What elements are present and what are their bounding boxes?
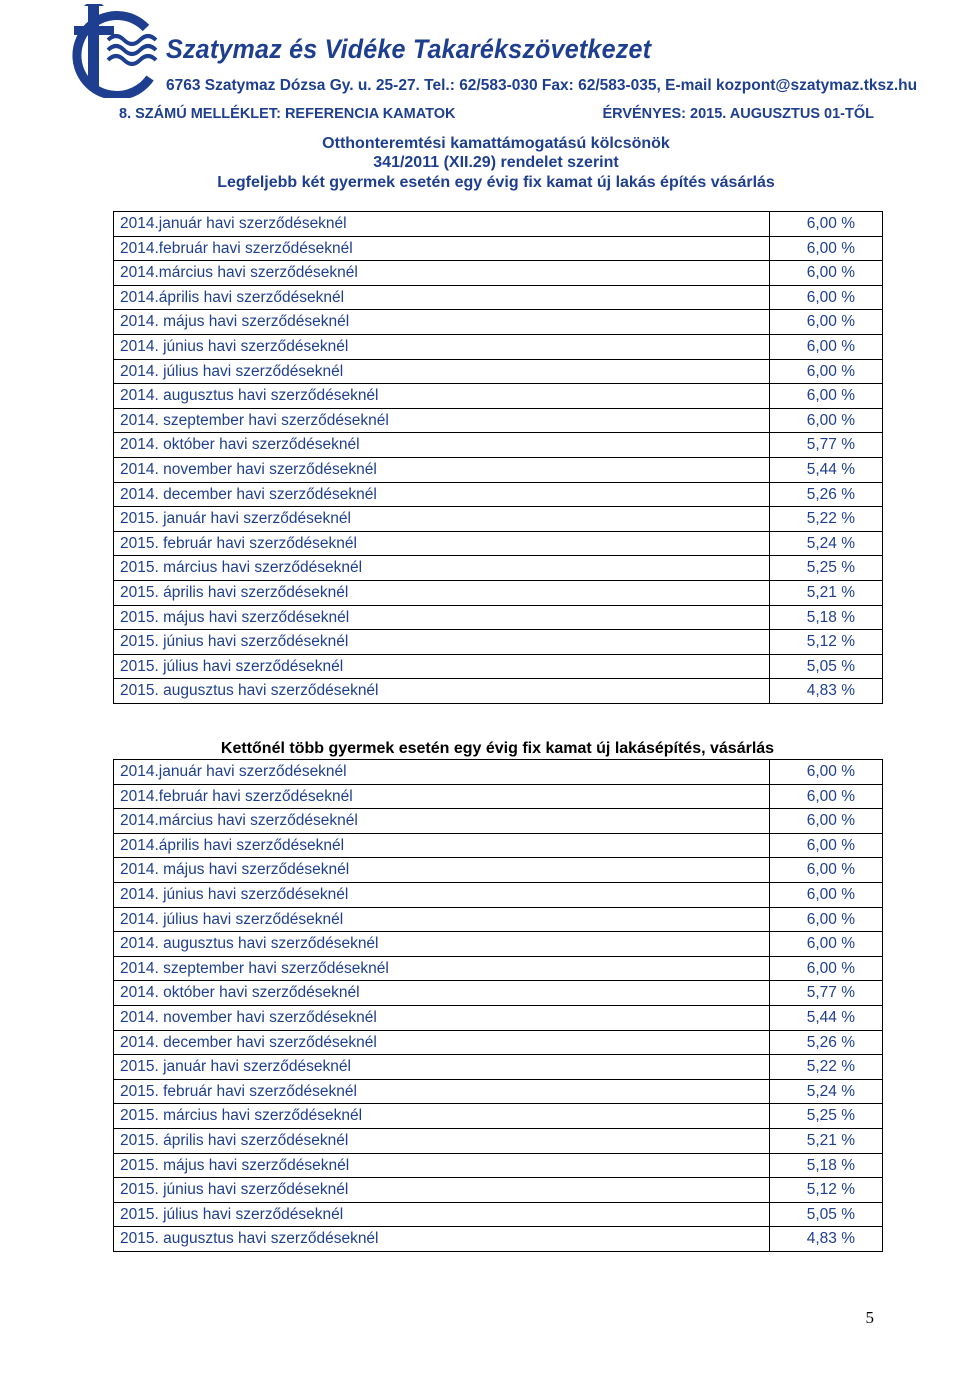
interest-rate-cell: 6,00 % bbox=[770, 833, 883, 858]
table-row bbox=[114, 408, 883, 433]
contract-month-cell: 2014.február havi szerződéseknél bbox=[114, 236, 770, 261]
rate-table-body bbox=[114, 212, 883, 704]
table-row bbox=[114, 981, 883, 1006]
interest-rate-cell: 6,00 % bbox=[770, 408, 883, 433]
interest-rate-cell: 5,05 % bbox=[770, 1202, 883, 1227]
rate-table-two-children bbox=[113, 211, 883, 704]
interest-rate-cell: 6,00 % bbox=[770, 809, 883, 834]
interest-rate-cell: 5,24 % bbox=[770, 531, 883, 556]
interest-rate-cell: 4,83 % bbox=[770, 679, 883, 704]
table-row bbox=[114, 1005, 883, 1030]
interest-rate-cell: 5,25 % bbox=[770, 1104, 883, 1129]
interest-rate-cell: 6,00 % bbox=[770, 310, 883, 335]
table-row bbox=[114, 556, 883, 581]
table-row bbox=[114, 1153, 883, 1178]
interest-rate-cell: 5,44 % bbox=[770, 1005, 883, 1030]
contract-month-cell: 2015. június havi szerződéseknél bbox=[114, 630, 770, 655]
contract-month-cell: 2014. november havi szerződéseknél bbox=[114, 457, 770, 482]
table-row bbox=[114, 1227, 883, 1252]
table-row bbox=[114, 580, 883, 605]
contract-month-cell: 2014.január havi szerződéseknél bbox=[114, 212, 770, 237]
contract-month-cell: 2014.március havi szerződéseknél bbox=[114, 261, 770, 286]
contract-month-cell: 2014. október havi szerződéseknél bbox=[114, 433, 770, 458]
table-row bbox=[114, 457, 883, 482]
contract-month-cell: 2014. június havi szerződéseknél bbox=[114, 334, 770, 359]
contract-month-cell: 2015. július havi szerződéseknél bbox=[114, 654, 770, 679]
contract-month-cell: 2015. május havi szerződéseknél bbox=[114, 605, 770, 630]
contract-month-cell: 2014. november havi szerződéseknél bbox=[114, 1005, 770, 1030]
table-row bbox=[114, 654, 883, 679]
table-row bbox=[114, 310, 883, 335]
contract-month-cell: 2014. július havi szerződéseknél bbox=[114, 359, 770, 384]
table-row bbox=[114, 507, 883, 532]
contract-month-cell: 2014. május havi szerződéseknél bbox=[114, 858, 770, 883]
interest-rate-cell: 6,00 % bbox=[770, 932, 883, 957]
table-row bbox=[114, 760, 883, 785]
interest-rate-cell: 5,21 % bbox=[770, 580, 883, 605]
contract-month-cell: 2015. május havi szerződéseknél bbox=[114, 1153, 770, 1178]
page-number: 5 bbox=[865, 1308, 874, 1327]
interest-rate-cell: 5,77 % bbox=[770, 433, 883, 458]
contract-month-cell: 2015. július havi szerződéseknél bbox=[114, 1202, 770, 1227]
table-row bbox=[114, 334, 883, 359]
interest-rate-cell: 6,00 % bbox=[770, 236, 883, 261]
contract-month-cell: 2014. szeptember havi szerződéseknél bbox=[114, 408, 770, 433]
table-row bbox=[114, 359, 883, 384]
interest-rate-cell: 5,26 % bbox=[770, 482, 883, 507]
interest-rate-cell: 5,18 % bbox=[770, 605, 883, 630]
interest-rate-cell: 6,00 % bbox=[770, 907, 883, 932]
interest-rate-cell: 5,22 % bbox=[770, 1055, 883, 1080]
interest-rate-cell: 6,00 % bbox=[770, 384, 883, 409]
interest-rate-cell: 6,00 % bbox=[770, 261, 883, 286]
contract-month-cell: 2014. szeptember havi szerződéseknél bbox=[114, 956, 770, 981]
interest-rate-cell: 5,05 % bbox=[770, 654, 883, 679]
interest-rate-cell: 6,00 % bbox=[770, 359, 883, 384]
validity-date: ÉRVÉNYES: 2015. AUGUSZTUS 01-TŐL bbox=[602, 106, 874, 122]
section-2-title: Kettőnél több gyermek esetén egy évig fix kamat új lakásépítés, vásárlás bbox=[220, 740, 775, 757]
interest-rate-cell: 6,00 % bbox=[770, 882, 883, 907]
table-row bbox=[114, 809, 883, 834]
interest-rate-cell: 5,44 % bbox=[770, 457, 883, 482]
contract-month-cell: 2014.március havi szerződéseknél bbox=[114, 809, 770, 834]
contract-month-cell: 2015. március havi szerződéseknél bbox=[114, 1104, 770, 1129]
table-row bbox=[114, 236, 883, 261]
interest-rate-cell: 6,00 % bbox=[770, 784, 883, 809]
contract-month-cell: 2015. január havi szerződéseknél bbox=[114, 1055, 770, 1080]
table-row bbox=[114, 1178, 883, 1203]
table-row bbox=[114, 1202, 883, 1227]
interest-rate-cell: 5,24 % bbox=[770, 1079, 883, 1104]
interest-rate-cell: 5,22 % bbox=[770, 507, 883, 532]
table-row bbox=[114, 1030, 883, 1055]
interest-rate-cell: 6,00 % bbox=[770, 956, 883, 981]
contract-month-cell: 2015. augusztus havi szerződéseknél bbox=[114, 679, 770, 704]
contract-month-cell: 2014.április havi szerződéseknél bbox=[114, 833, 770, 858]
contract-month-cell: 2015. augusztus havi szerződéseknél bbox=[114, 1227, 770, 1252]
interest-rate-cell: 6,00 % bbox=[770, 334, 883, 359]
contract-month-cell: 2014. október havi szerződéseknél bbox=[114, 981, 770, 1006]
contract-month-cell: 2015. február havi szerződéseknél bbox=[114, 531, 770, 556]
table-row bbox=[114, 531, 883, 556]
table-row bbox=[114, 630, 883, 655]
table-row bbox=[114, 1128, 883, 1153]
contract-month-cell: 2014.január havi szerződéseknél bbox=[114, 760, 770, 785]
bank-name: Szatymaz és Vidéke Takarékszövetkezet bbox=[166, 34, 652, 64]
table-row bbox=[114, 285, 883, 310]
rate-table-body bbox=[114, 760, 883, 1252]
table-row bbox=[114, 212, 883, 237]
table-row bbox=[114, 384, 883, 409]
table-row bbox=[114, 833, 883, 858]
bank-contact-line: 6763 Szatymaz Dózsa Gy. u. 25-27. Tel.: 62/583-030 Fax: 62/583-035, E-mail kozpont@szatymaz.tksz.hu bbox=[166, 77, 918, 94]
interest-rate-cell: 6,00 % bbox=[770, 212, 883, 237]
interest-rate-cell: 5,21 % bbox=[770, 1128, 883, 1153]
contract-month-cell: 2014. december havi szerződéseknél bbox=[114, 1030, 770, 1055]
contract-month-cell: 2015. február havi szerződéseknél bbox=[114, 1079, 770, 1104]
table-row bbox=[114, 858, 883, 883]
contract-month-cell: 2014.február havi szerződéseknél bbox=[114, 784, 770, 809]
contract-month-cell: 2015. március havi szerződéseknél bbox=[114, 556, 770, 581]
section-1-title: Legfeljebb két gyermek esetén egy évig fix kamat új lakás építés vásárlás bbox=[217, 174, 775, 191]
annex-title: 8. SZÁMÚ MELLÉKLET: REFERENCIA KAMATOK bbox=[119, 106, 456, 122]
interest-rate-cell: 6,00 % bbox=[770, 285, 883, 310]
document-regulation: 341/2011 (XII.29) rendelet szerint bbox=[373, 154, 619, 171]
table-row bbox=[114, 433, 883, 458]
table-row bbox=[114, 1104, 883, 1129]
contract-month-cell: 2015. január havi szerződéseknél bbox=[114, 507, 770, 532]
rate-table-more-children bbox=[113, 759, 883, 1252]
interest-rate-cell: 5,26 % bbox=[770, 1030, 883, 1055]
table-row bbox=[114, 482, 883, 507]
table-row bbox=[114, 907, 883, 932]
interest-rate-cell: 5,25 % bbox=[770, 556, 883, 581]
interest-rate-cell: 4,83 % bbox=[770, 1227, 883, 1252]
table-row bbox=[114, 261, 883, 286]
interest-rate-cell: 5,12 % bbox=[770, 1178, 883, 1203]
contract-month-cell: 2014. augusztus havi szerződéseknél bbox=[114, 932, 770, 957]
tc-monogram-logo bbox=[68, 4, 164, 98]
contract-month-cell: 2014.április havi szerződéseknél bbox=[114, 285, 770, 310]
contract-month-cell: 2015. április havi szerződéseknél bbox=[114, 580, 770, 605]
table-row bbox=[114, 784, 883, 809]
contract-month-cell: 2014. május havi szerződéseknél bbox=[114, 310, 770, 335]
table-row bbox=[114, 956, 883, 981]
contract-month-cell: 2014. július havi szerződéseknél bbox=[114, 907, 770, 932]
table-row bbox=[114, 932, 883, 957]
interest-rate-cell: 5,18 % bbox=[770, 1153, 883, 1178]
contract-month-cell: 2014. december havi szerződéseknél bbox=[114, 482, 770, 507]
table-row bbox=[114, 679, 883, 704]
table-row bbox=[114, 1055, 883, 1080]
contract-month-cell: 2015. június havi szerződéseknél bbox=[114, 1178, 770, 1203]
table-row bbox=[114, 1079, 883, 1104]
document-title: Otthonteremtési kamattámogatású kölcsönök bbox=[322, 135, 670, 152]
interest-rate-cell: 5,77 % bbox=[770, 981, 883, 1006]
interest-rate-cell: 6,00 % bbox=[770, 858, 883, 883]
contract-month-cell: 2015. április havi szerződéseknél bbox=[114, 1128, 770, 1153]
contract-month-cell: 2014. június havi szerződéseknél bbox=[114, 882, 770, 907]
interest-rate-cell: 5,12 % bbox=[770, 630, 883, 655]
contract-month-cell: 2014. augusztus havi szerződéseknél bbox=[114, 384, 770, 409]
table-row bbox=[114, 882, 883, 907]
interest-rate-cell: 6,00 % bbox=[770, 760, 883, 785]
table-row bbox=[114, 605, 883, 630]
